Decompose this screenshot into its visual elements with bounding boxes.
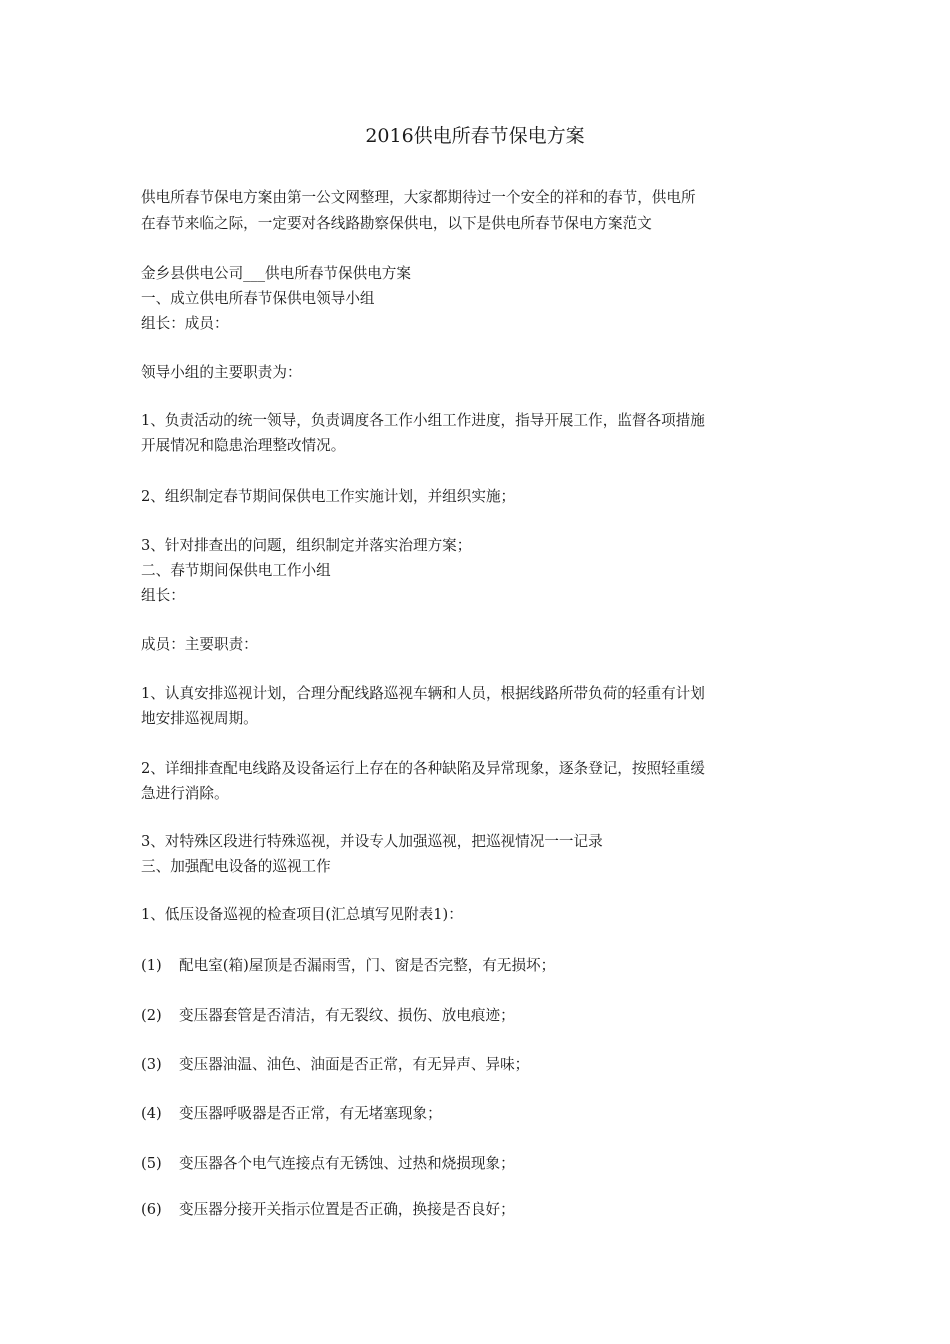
check-item-text: 配电室(箱)屋顶是否漏雨雪，门、窗是否完整，有无损坏； bbox=[179, 957, 556, 974]
section2-duty3: 3、对特殊区段进行特殊巡视，并设专人加强巡视，把巡视情况一一记录 bbox=[141, 833, 603, 850]
section2-duty1-line2: 地安排巡视周期。 bbox=[141, 710, 258, 727]
section2-members: 成员：主要职责： bbox=[141, 636, 258, 653]
check-item bbox=[141, 1153, 515, 1175]
check-item bbox=[141, 955, 555, 977]
check-item-number: (4) bbox=[141, 1105, 162, 1122]
section1-duty1-line2: 开展情况和隐患治理整改情况。 bbox=[141, 437, 346, 454]
section1-heading: 一、成立供电所春节保供电领导小组 bbox=[141, 290, 375, 307]
check-item-number: (2) bbox=[141, 1007, 162, 1024]
check-item bbox=[141, 1199, 515, 1221]
section2-duty2-line1: 2、详细排查配电线路及设备运行上存在的各种缺陷及异常现象，逐条登记，按照轻重缓 bbox=[141, 760, 705, 777]
section3-sub1: 1、低压设备巡视的检查项目(汇总填写见附表1)： bbox=[141, 906, 463, 923]
section2-duty1-line1: 1、认真安排巡视计划，合理分配线路巡视车辆和人员，根据线路所带负荷的轻重有计划 bbox=[141, 685, 705, 702]
section2-leader: 组长： bbox=[141, 587, 185, 604]
intro-line-1: 供电所春节保电方案由第一公文网整理，大家都期待过一个安全的祥和的春节，供电所 bbox=[141, 189, 696, 206]
company-heading: 金乡县供电公司___供电所春节保供电方案 bbox=[141, 265, 411, 282]
check-item-text: 变压器套管是否清洁，有无裂纹、损伤、放电痕迹； bbox=[179, 1007, 515, 1024]
check-item-number: (1) bbox=[141, 957, 162, 974]
section1-duty3: 3、针对排查出的问题，组织制定并落实治理方案； bbox=[141, 537, 472, 554]
check-item bbox=[141, 1103, 442, 1125]
check-item-text: 变压器各个电气连接点有无锈蚀、过热和烧损现象； bbox=[179, 1155, 515, 1172]
check-item-text: 变压器呼吸器是否正常，有无堵塞现象； bbox=[179, 1105, 442, 1122]
section1-duty1-line1: 1、负责活动的统一领导，负责调度各工作小组工作进度，指导开展工作，监督各项措施 bbox=[141, 412, 705, 429]
section1-duty-heading: 领导小组的主要职责为： bbox=[141, 364, 302, 381]
check-item-text: 变压器分接开关指示位置是否正确，换接是否良好； bbox=[179, 1201, 515, 1218]
section2-duty2-line2: 急进行消除。 bbox=[141, 785, 229, 802]
check-item-text: 变压器油温、油色、油面是否正常，有无异声、异味； bbox=[179, 1056, 530, 1073]
check-item-number: (5) bbox=[141, 1155, 162, 1172]
check-item-number: (3) bbox=[141, 1056, 162, 1073]
section3-heading: 三、加强配电设备的巡视工作 bbox=[141, 858, 331, 875]
check-item-number: (6) bbox=[141, 1201, 162, 1218]
document-title: 2016供电所春节保电方案 bbox=[365, 125, 585, 147]
section1-members: 组长：成员： bbox=[141, 315, 229, 332]
section2-heading: 二、春节期间保供电工作小组 bbox=[141, 562, 331, 579]
intro-line-2: 在春节来临之际，一定要对各线路勘察保供电，以下是供电所春节保电方案范文 bbox=[141, 215, 652, 232]
check-item bbox=[141, 1054, 529, 1076]
section1-duty2: 2、组织制定春节期间保供电工作实施计划，并组织实施； bbox=[141, 488, 516, 505]
check-item bbox=[141, 1005, 515, 1027]
